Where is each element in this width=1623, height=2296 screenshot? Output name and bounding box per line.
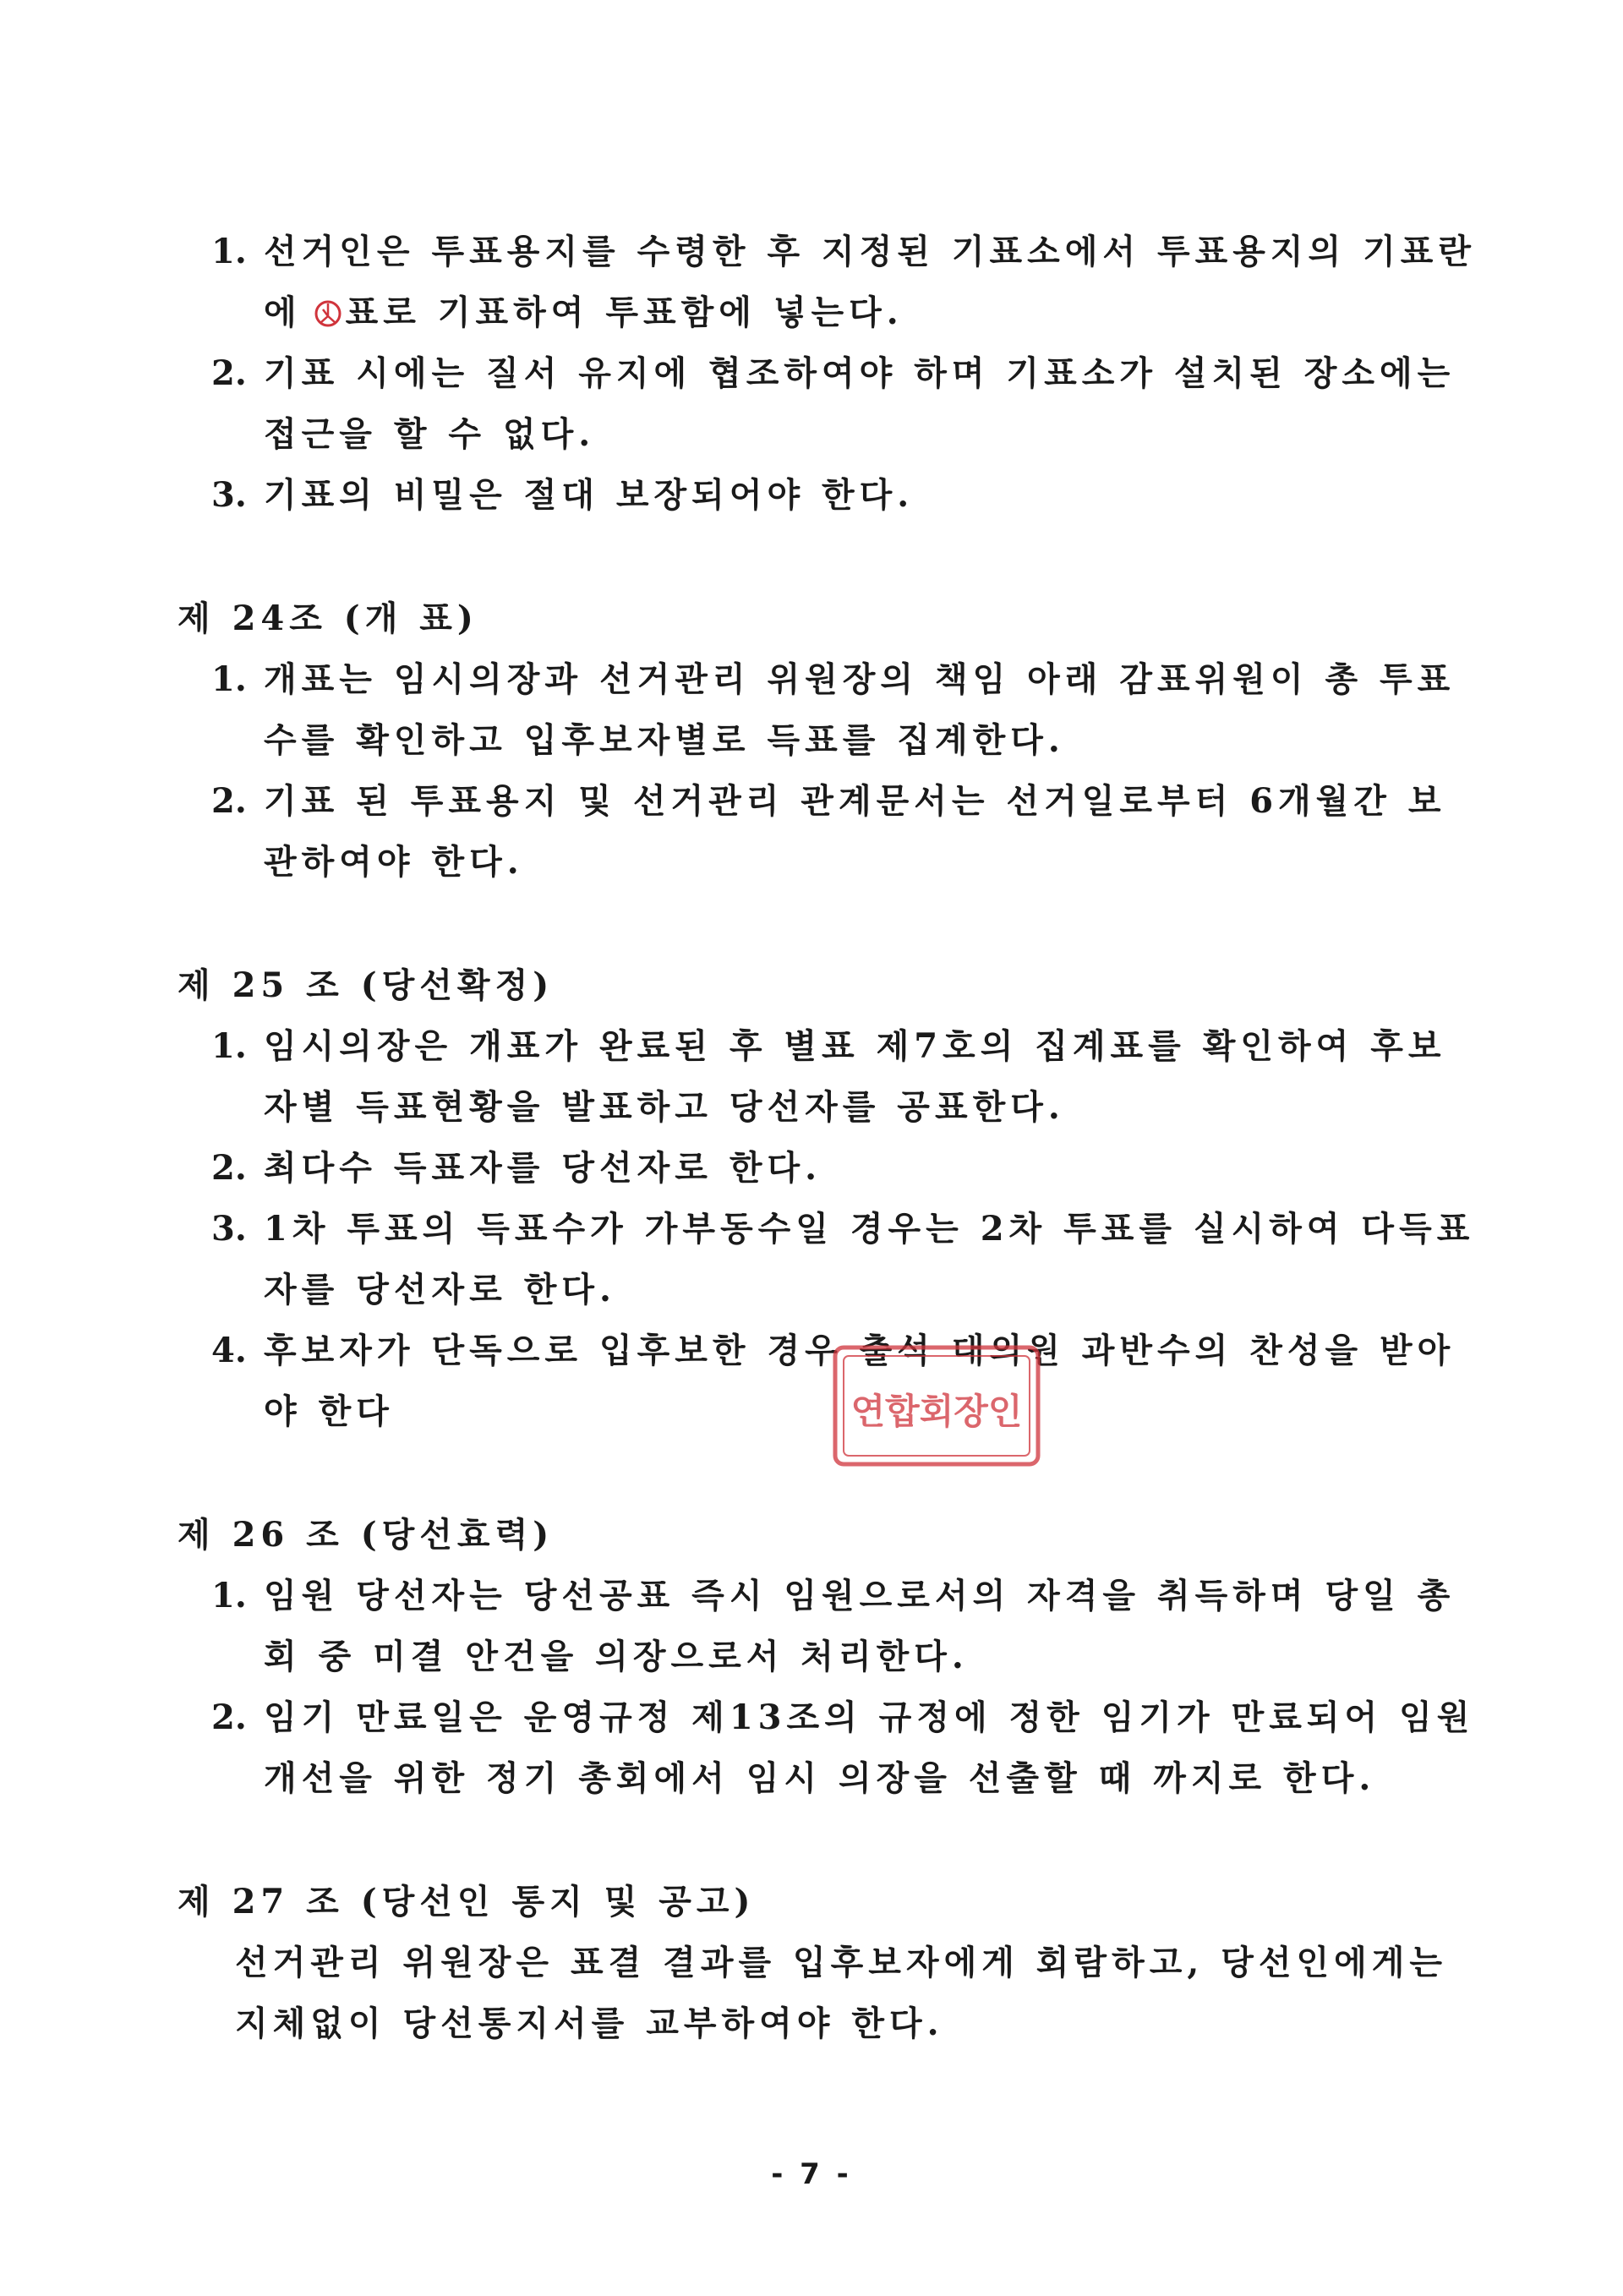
art23-item2-line2: 접근을 할 수 없다. <box>264 414 596 454</box>
art24-item2-line2: 관하여야 한다. <box>264 842 524 882</box>
article26-heading: 제 26 조 (당선효력) <box>178 1515 555 1555</box>
art24-item1-line2: 수를 확인하고 입후보자별로 득표를 집계한다. <box>264 720 1065 760</box>
item-number: 1. <box>211 659 247 699</box>
art23-item1-line1: 1. 선거인은 투표용지를 수령한 후 지정된 기표소에서 투표용지의 기표란 <box>0 228 1623 276</box>
art23-item2-line1: 2. 기표 시에는 질서 유지에 협조하여야 하며 기표소가 설치된 장소에는 <box>0 350 1623 397</box>
association-seal <box>830 1342 1043 1469</box>
art26-item1-line2: 회 중 미결 안건을 의장으로서 처리한다. <box>264 1637 969 1676</box>
art25-item1-line2: 자별 득표현황을 발표하고 당선자를 공표한다. <box>264 1087 1065 1127</box>
vote-stamp-mark-icon <box>314 299 342 328</box>
page-number: - 7 - <box>771 2157 852 2191</box>
seal-text: 연합회장인 <box>850 1391 1023 1432</box>
art25-item4-line1: 4. 후보자가 단독으로 입후보한 경우 출석 대의원 과반수의 찬성을 받아 <box>0 1327 1623 1375</box>
art25-item3-line1: 3. 1차 투표의 득표수가 가부동수일 경우는 2차 투표를 실시하여 다득표 <box>0 1205 1623 1253</box>
item-number: 3. <box>211 475 247 515</box>
art25-item2-line1: 2. 최다수 득표자를 당선자로 한다. <box>0 1145 1623 1192</box>
art25-item1-line1: 1. 임시의장은 개표가 완료된 후 별표 제7호의 집계표를 확인하여 후보 <box>0 1023 1623 1070</box>
item-number: 2. <box>211 1697 247 1737</box>
art24-item2-line1: 2. 기표 된 투표용지 및 선거관리 관계문서는 선거일로부터 6개월간 보 <box>0 778 1623 825</box>
item-number: 3. <box>211 1209 247 1249</box>
art26-item2-line1: 2. 임기 만료일은 운영규정 제13조의 규정에 정한 임기가 만료되어 임원 <box>0 1694 1623 1741</box>
item-number: 2. <box>211 353 247 393</box>
art25-item4-line2: 야 한다 <box>264 1391 394 1431</box>
article24-heading: 제 24조 (개 표) <box>178 599 478 638</box>
item-number: 1. <box>211 232 247 271</box>
item-number: 2. <box>211 781 247 821</box>
item-number: 1. <box>211 1576 247 1615</box>
article27-heading: 제 27 조 (당선인 통지 및 공고) <box>178 1882 756 1922</box>
art23-item3-line1: 3. 기표의 비밀은 절대 보장되어야 한다. <box>0 472 1623 519</box>
art27-line2: 지체없이 당선통지서를 교부하여야 한다. <box>235 2004 944 2043</box>
art24-item1-line1: 1. 개표는 임시의장과 선거관리 위원장의 책임 아래 감표위원이 총 투표 <box>0 656 1623 703</box>
article25-heading: 제 25 조 (당선확정) <box>178 965 555 1005</box>
item-number: 2. <box>211 1148 247 1188</box>
item-number: 4. <box>211 1331 247 1370</box>
art27-line1: 선거관리 위원장은 표결 결과를 입후보자에게 회람하고, 당선인에게는 <box>235 1943 1448 1982</box>
art23-item1-line2: 에 표로 기표하여 투표함에 넣는다. <box>264 292 904 332</box>
art26-item1-line1: 1. 임원 당선자는 당선공표 즉시 임원으로서의 자격을 취득하며 당일 총 <box>0 1572 1623 1620</box>
art25-item3-line2: 자를 당선자로 한다. <box>264 1270 616 1309</box>
art26-item2-line2: 개선을 위한 정기 총회에서 임시 의장을 선출할 때 까지로 한다. <box>264 1758 1376 1798</box>
item-number: 1. <box>211 1026 247 1066</box>
